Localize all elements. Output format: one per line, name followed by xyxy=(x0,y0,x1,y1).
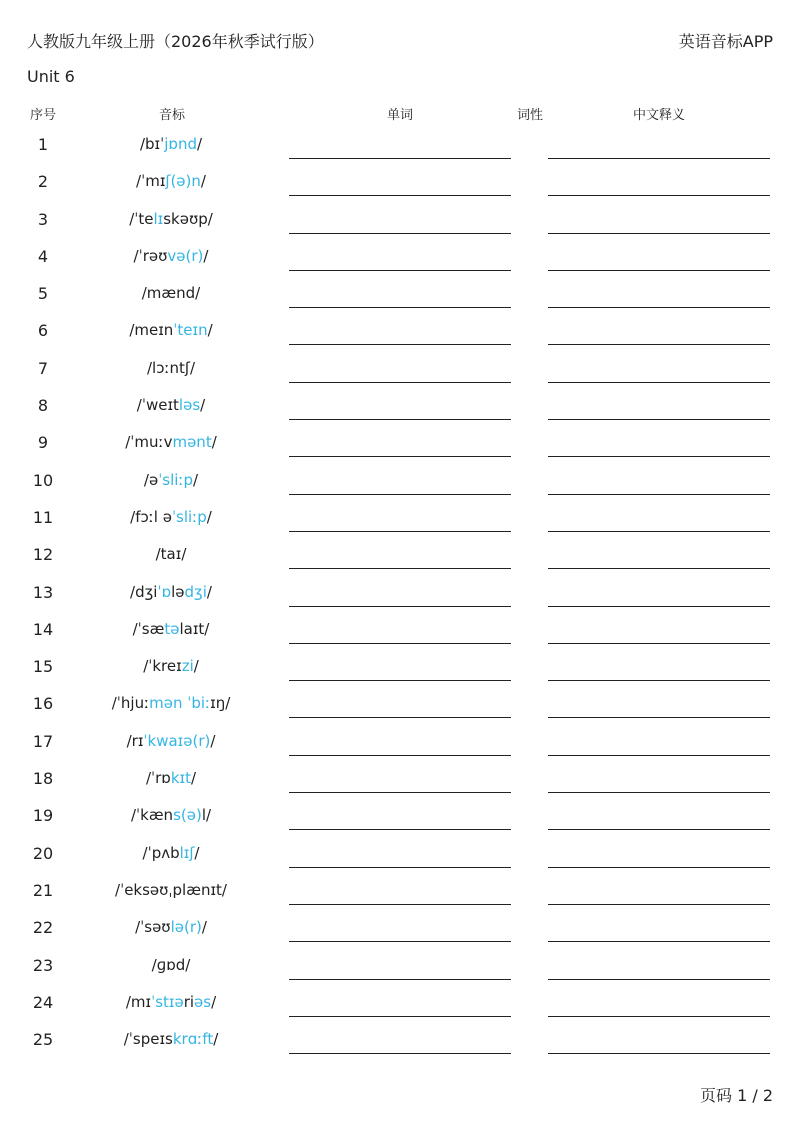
meaning-answer-line[interactable] xyxy=(548,1053,770,1054)
row-number: 21 xyxy=(32,880,54,900)
meaning-answer-line[interactable] xyxy=(548,158,770,159)
row-number: 9 xyxy=(37,433,49,453)
phonetic-transcription xyxy=(131,806,211,824)
word-answer-line[interactable] xyxy=(289,419,511,420)
worksheet-title: 人教版九年级上册（2026年秋季试行版） xyxy=(27,32,324,51)
meaning-answer-line[interactable] xyxy=(548,270,770,271)
phonetic-segment: / xyxy=(211,433,217,452)
row-number: 15 xyxy=(32,657,54,677)
word-answer-line[interactable] xyxy=(289,717,511,718)
word-answer-line[interactable] xyxy=(289,867,511,868)
word-answer-line[interactable] xyxy=(289,158,511,159)
phonetic-transcription xyxy=(146,769,196,787)
phonetic-segment: / xyxy=(196,135,203,153)
column-header-index: 序号 xyxy=(29,108,57,123)
phonetic-transcription xyxy=(156,545,187,563)
table-row xyxy=(0,947,800,984)
phonetic-transcription xyxy=(147,359,195,377)
phonetic-segment: / xyxy=(213,1030,219,1049)
phonetic-transcription xyxy=(124,1030,219,1048)
phonetic-highlight: zi xyxy=(181,657,194,676)
word-answer-line[interactable] xyxy=(289,344,511,345)
word-answer-line[interactable] xyxy=(289,792,511,793)
column-header-meaning: 中文释义 xyxy=(632,108,686,123)
phonetic-segment: /ˈsəʊ xyxy=(135,918,171,937)
phonetic-segment: /lɔːntʃ/ xyxy=(147,358,195,377)
table-row xyxy=(0,275,800,312)
word-answer-line[interactable] xyxy=(289,755,511,756)
phonetic-highlight: krɑːft xyxy=(172,1030,214,1049)
phonetic-highlight: jɒnd xyxy=(164,135,197,153)
row-number: 2 xyxy=(37,172,49,192)
phonetic-segment: /rɪ xyxy=(126,731,144,750)
table-row xyxy=(0,312,800,349)
phonetic-transcription xyxy=(129,321,212,339)
phonetic-highlight: lə(r) xyxy=(170,918,202,937)
phonetic-segment: /meɪn xyxy=(129,321,174,340)
phonetic-highlight: ˈstɪə xyxy=(151,992,184,1011)
row-number: 13 xyxy=(32,582,54,602)
table-row xyxy=(0,872,800,909)
word-answer-line[interactable] xyxy=(289,904,511,905)
phonetic-highlight: ˈsliːp xyxy=(158,470,194,489)
unit-label: Unit 6 xyxy=(27,67,75,86)
meaning-answer-line[interactable] xyxy=(548,233,770,234)
meaning-answer-line[interactable] xyxy=(548,867,770,868)
phonetic-segment: / xyxy=(201,918,207,937)
phonetic-transcription xyxy=(125,433,217,451)
meaning-answer-line[interactable] xyxy=(548,829,770,830)
phonetic-segment: / xyxy=(200,396,206,415)
phonetic-transcription xyxy=(152,956,191,974)
row-number: 1 xyxy=(37,135,49,154)
meaning-answer-line[interactable] xyxy=(548,456,770,457)
table-row xyxy=(0,723,800,760)
row-number: 14 xyxy=(32,619,54,639)
phonetic-segment: /ə xyxy=(143,470,159,489)
phonetic-segment: / xyxy=(206,582,212,601)
phonetic-segment: /ˈmɪ xyxy=(136,172,166,191)
table-row xyxy=(0,1021,800,1058)
phonetic-transcription xyxy=(127,732,216,750)
row-number: 22 xyxy=(32,918,54,938)
table-row xyxy=(0,611,800,648)
table-row xyxy=(0,574,800,611)
phonetic-segment: /ɡɒd/ xyxy=(151,955,191,974)
phonetic-highlight: əs xyxy=(194,992,212,1011)
brand-name: 英语音标APP xyxy=(678,32,773,51)
row-number: 19 xyxy=(32,806,54,826)
phonetic-highlight: tə xyxy=(164,619,180,638)
phonetic-highlight: lɪ xyxy=(153,209,164,228)
row-number: 23 xyxy=(32,955,54,975)
phonetic-highlight: mən ˈbiː xyxy=(149,694,211,713)
row-number: 24 xyxy=(32,992,54,1012)
phonetic-segment: /taɪ/ xyxy=(155,545,187,564)
phonetic-segment: /ˈpʌb xyxy=(142,843,180,862)
phonetic-segment: /fɔːl ə xyxy=(130,507,172,526)
phonetic-segment: /mɪ xyxy=(125,992,152,1011)
word-answer-line[interactable] xyxy=(289,568,511,569)
meaning-answer-line[interactable] xyxy=(548,979,770,980)
word-answer-line[interactable] xyxy=(289,382,511,383)
phonetic-highlight: ˈteɪn xyxy=(173,321,208,340)
table-row xyxy=(0,238,800,275)
phonetic-highlight: ləs xyxy=(178,396,201,415)
phonetic-transcription xyxy=(143,844,200,862)
phonetic-highlight: s(ə) xyxy=(173,806,202,825)
phonetic-segment: /ˈrɒ xyxy=(145,769,171,788)
phonetic-transcription xyxy=(126,993,216,1011)
row-number: 17 xyxy=(32,731,54,751)
meaning-answer-line[interactable] xyxy=(548,419,770,420)
table-row xyxy=(0,536,800,573)
vocabulary-table xyxy=(0,126,800,1058)
word-answer-line[interactable] xyxy=(289,531,511,532)
word-answer-line[interactable] xyxy=(289,643,511,644)
row-number: 20 xyxy=(32,843,54,863)
phonetic-segment: l/ xyxy=(201,806,212,825)
table-row xyxy=(0,387,800,424)
table-row xyxy=(0,350,800,387)
phonetic-transcription xyxy=(137,396,205,414)
phonetic-segment: /bɪˈ xyxy=(139,135,165,153)
phonetic-segment: /ˈweɪt xyxy=(136,396,179,415)
row-number: 6 xyxy=(37,321,49,341)
meaning-answer-line[interactable] xyxy=(548,717,770,718)
phonetic-transcription xyxy=(134,247,209,265)
row-number: 8 xyxy=(37,396,49,416)
word-answer-line[interactable] xyxy=(289,307,511,308)
phonetic-segment: / xyxy=(206,507,212,526)
phonetic-transcription xyxy=(130,508,212,526)
row-number: 25 xyxy=(32,1030,54,1050)
row-number: 16 xyxy=(32,694,54,714)
phonetic-segment: laɪt/ xyxy=(179,619,210,638)
column-header-phonetic: 音标 xyxy=(158,108,186,123)
phonetic-segment: / xyxy=(200,172,206,191)
phonetic-highlight: ˈsliːp xyxy=(171,507,207,526)
phonetic-segment: ɪŋ/ xyxy=(210,694,231,713)
table-row xyxy=(0,499,800,536)
table-row xyxy=(0,424,800,461)
phonetic-segment: /ˈspeɪs xyxy=(123,1030,173,1049)
phonetic-transcription xyxy=(143,657,199,675)
phonetic-transcription xyxy=(112,694,231,712)
meaning-answer-line[interactable] xyxy=(548,531,770,532)
table-row xyxy=(0,835,800,872)
word-answer-line[interactable] xyxy=(289,606,511,607)
word-answer-line[interactable] xyxy=(289,494,511,495)
meaning-answer-line[interactable] xyxy=(548,195,770,196)
phonetic-transcription xyxy=(142,284,200,302)
row-number: 10 xyxy=(32,470,54,490)
phonetic-segment: /mænd/ xyxy=(141,284,201,303)
table-row xyxy=(0,909,800,946)
word-answer-line[interactable] xyxy=(289,1016,511,1017)
column-header-word: 单词 xyxy=(386,108,414,123)
row-number: 7 xyxy=(37,358,49,378)
meaning-answer-line[interactable] xyxy=(548,1016,770,1017)
phonetic-segment: /ˈte xyxy=(129,209,154,228)
phonetic-transcription xyxy=(115,881,227,899)
phonetic-segment: / xyxy=(203,246,209,265)
table-row xyxy=(0,984,800,1021)
word-answer-line[interactable] xyxy=(289,829,511,830)
phonetic-segment: ri xyxy=(183,992,195,1011)
phonetic-transcription xyxy=(130,583,212,601)
meaning-answer-line[interactable] xyxy=(548,680,770,681)
table-row xyxy=(0,648,800,685)
word-answer-line[interactable] xyxy=(289,195,511,196)
word-answer-line[interactable] xyxy=(289,270,511,271)
phonetic-segment: lə xyxy=(171,582,185,601)
phonetic-highlight: və(r) xyxy=(167,246,204,265)
meaning-answer-line[interactable] xyxy=(548,643,770,644)
meaning-answer-line[interactable] xyxy=(548,344,770,345)
word-answer-line[interactable] xyxy=(289,233,511,234)
phonetic-transcription xyxy=(129,210,213,228)
phonetic-highlight: ʃ(ə)n xyxy=(165,172,201,191)
phonetic-segment: /ˈkæn xyxy=(130,806,174,825)
column-header-pos: 词性 xyxy=(516,108,544,123)
phonetic-segment: /ˈeksəʊˌplænɪt/ xyxy=(115,880,227,899)
word-answer-line[interactable] xyxy=(289,456,511,457)
meaning-answer-line[interactable] xyxy=(548,382,770,383)
phonetic-highlight: ˈkwaɪə(r) xyxy=(143,731,211,750)
phonetic-highlight: lɪʃ xyxy=(179,843,195,862)
row-number: 12 xyxy=(32,545,54,565)
meaning-answer-line[interactable] xyxy=(548,941,770,942)
meaning-answer-line[interactable] xyxy=(548,904,770,905)
table-row xyxy=(0,462,800,499)
phonetic-segment: / xyxy=(211,992,217,1011)
meaning-answer-line[interactable] xyxy=(548,307,770,308)
phonetic-transcription xyxy=(136,172,206,190)
row-number: 5 xyxy=(37,284,49,304)
phonetic-segment: /ˈrəʊ xyxy=(133,246,168,265)
word-answer-line[interactable] xyxy=(289,979,511,980)
phonetic-transcription xyxy=(140,135,202,153)
table-row xyxy=(0,685,800,722)
phonetic-segment: /ˈkreɪ xyxy=(143,657,182,676)
table-row xyxy=(0,201,800,238)
word-answer-line[interactable] xyxy=(289,680,511,681)
row-number: 3 xyxy=(37,209,49,229)
phonetic-segment: / xyxy=(190,769,197,788)
table-row xyxy=(0,760,800,797)
meaning-answer-line[interactable] xyxy=(548,494,770,495)
row-number: 4 xyxy=(37,246,49,266)
phonetic-segment: / xyxy=(194,843,200,862)
phonetic-segment: / xyxy=(193,657,199,676)
phonetic-transcription xyxy=(133,620,210,638)
page-number: 页码 1 / 2 xyxy=(699,1086,773,1105)
phonetic-highlight: kɪt xyxy=(170,769,191,788)
phonetic-transcription xyxy=(135,918,207,936)
phonetic-highlight: dʒi xyxy=(184,582,207,601)
phonetic-segment: /ˈsæ xyxy=(132,619,165,638)
phonetic-segment: / xyxy=(193,470,199,489)
word-answer-line[interactable] xyxy=(289,1053,511,1054)
meaning-answer-line[interactable] xyxy=(548,755,770,756)
table-row xyxy=(0,163,800,200)
phonetic-segment: / xyxy=(207,321,213,340)
phonetic-segment: /ˈmuːv xyxy=(125,433,173,452)
word-answer-line[interactable] xyxy=(289,941,511,942)
phonetic-segment: /dʒi xyxy=(130,582,158,601)
meaning-answer-line[interactable] xyxy=(548,568,770,569)
phonetic-segment: skəʊp/ xyxy=(163,209,213,228)
phonetic-highlight: mənt xyxy=(172,433,212,452)
table-row xyxy=(0,126,800,163)
table-row xyxy=(0,797,800,834)
row-number: 11 xyxy=(32,507,54,527)
meaning-answer-line[interactable] xyxy=(548,606,770,607)
phonetic-highlight: ˈɒ xyxy=(157,582,172,601)
phonetic-transcription xyxy=(144,471,198,489)
meaning-answer-line[interactable] xyxy=(548,792,770,793)
phonetic-segment: / xyxy=(210,731,216,750)
row-number: 18 xyxy=(32,769,54,789)
phonetic-segment: /ˈhjuː xyxy=(111,694,150,713)
